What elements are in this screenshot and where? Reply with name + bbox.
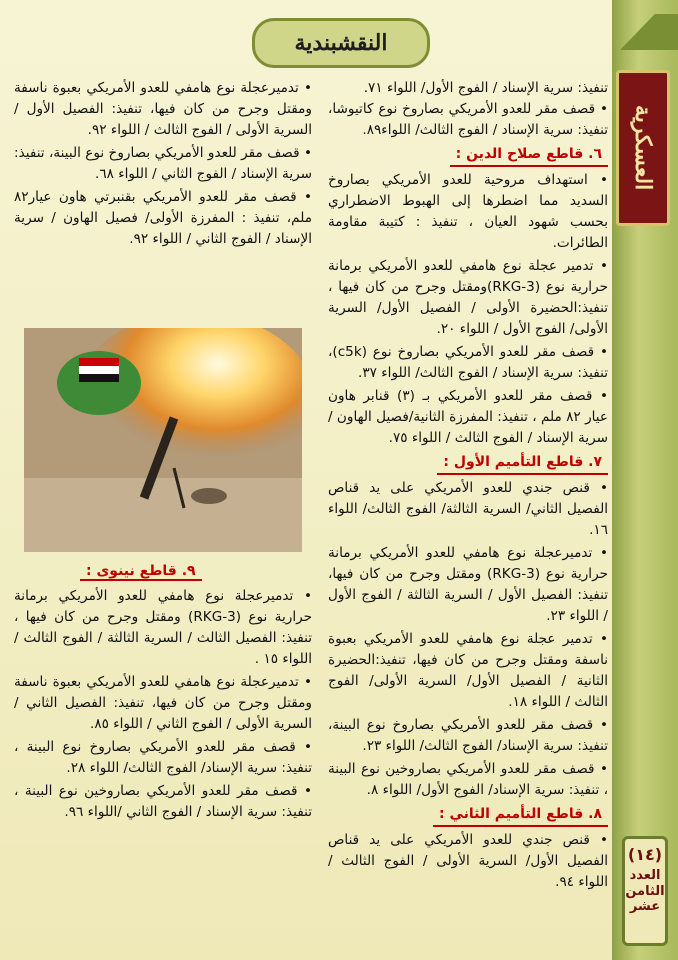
left-column-top [14,78,312,252]
section-heading-6: ٦. قاطع صلاح الدين : [450,144,608,167]
paragraph: تنفيذ: سرية الإسناد / الفوج الأول/ اللواء ٧١. [363,80,608,96]
issue-label-1: العدد [629,868,661,884]
section-heading-9: ٩. قاطع نينوى : [80,563,202,581]
list-item: • قصف مقر للعدو الأمريكي بصاروخ نوع كاتيوشا، تنفيذ: سرية الإسناد / الفوج الثالث/ اللواء٨٩. [328,99,608,141]
list-item: • قصف مقر للعدو الأمريكي بـ (٣) قنابر هاون عيار ٨٢ ملم ، تنفيذ: المفرزة الثانية/فصيل الهاون / سرية الإسناد / الفوج الثالث / اللواء ٧٥. [328,386,608,449]
section-heading-7: ٧. قاطع التأميم الأول : [437,452,608,475]
section-heading-8: ٨. قاطع التأميم الثاني : [433,804,608,827]
list-item: • قصف مقر للعدو الأمريكي بصاروخ نوع البينة، تنفيذ: سرية الإسناد / الفوج الثاني / اللواء ٦٨. [14,143,312,185]
page-number: (١٤) [627,845,663,864]
list-item: • قنص جندي للعدو الأمريكي على يد قناص الفصيل الثاني/ السرية الثالثة/ الفوج الثالث/ اللواء ١٦. [328,478,608,541]
list-item: • قصف مقر للعدو الأمريكي بصاروخ نوع البينة ، تنفيذ: سرية الإسناد/ الفوج الثالث/ اللواء ٢٨. [14,737,312,779]
left-column-bottom [14,586,312,825]
issue-label-3: عشر [629,899,661,915]
list-item: • تدميرعجلة نوع هامفي للعدو الأمريكي برمانة حرارية نوع (RKG-3) ومقتل وجرح من كان فيها، تنفيذ: الفصيل الأول / السرية الثالثة / الفوج الأول / اللواء ٢٣. [328,543,608,627]
right-column [328,78,608,895]
mortar-photo [24,328,302,552]
list-item: • تدميرعجلة نوع هامفي للعدو الأمريكي برمانة حرارية نوع (RKG-3) ومقتل وجرح من كان فيها ، تنفيذ: الفصيل الثالث / السرية الثالثة / الفوج الثالث / اللواء ١٥ . [14,586,312,670]
list-item: • تدميرعجلة نوع هامفي للعدو الأمريكي بعبوة ناسفة ومقتل وجرح من كان فيها، تنفيذ: الفصيل الأول / السرية الأولى / الفوج الثالث / اللواء ٩٢. [14,78,312,141]
list-item: • قصف مقر للعدو الأمريكي بصاروخ نوع (c5k)، تنفيذ: سرية الإسناد / الفوج الثالث/ اللواء ٣٧. [328,342,608,384]
issue-label-2: الثامن [625,883,665,899]
list-item: • قنص جندي للعدو الأمريكي على يد قناص الفصيل الأول/ السرية الأولى / الفوج الثالث / اللواء ٩٤. [328,830,608,893]
side-cap [620,14,678,50]
list-item: • تدمير عجلة نوع هامفي للعدو الأمريكي بعبوة ناسفة ومقتل وجرح من كان فيها، تنفيذ:الحضيرة الثانية / الفصيل الأول/ السرية الأولى/ الفوج الثالث / اللواء ١٨. [328,629,608,713]
list-item: • قصف مقر للعدو الأمريكي بصاروخين نوع البينة ، تنفيذ: سرية الإسناد/ الفوج الأول/ اللواء ٨. [328,759,608,801]
list-item: • قصف مقر للعدو الأمريكي بصاروخين نوع البينة ، تنفيذ: سرية الإسناد / الفوج الثاني /اللواء ٩٦. [14,781,312,823]
list-item: • استهداف مروحية للعدو الأمريكي بصاروخ السديد مما اضطرها إلى الهبوط الاضطراري بحسب شهود العيان ، تنفيذ : كتيبة مقاومة الطائرات. [328,170,608,254]
list-item: • تدميرعجلة نوع هامفي للعدو الأمريكي بعبوة ناسفة ومقتل وجرح من كان فيها، تنفيذ: الفصيل الثاني / السرية الأولى / الفوج الثاني / اللواء ٨٥. [14,672,312,735]
section-band-label: العسكرية [630,105,656,191]
list-item: • قصف مقر للعدو الأمريكي بقنبرتي هاون عيار٨٢ ملم، تنفيذ : المفرزة الأولى/ فصيل الهاون / سرية الإسناد / الفوج الثاني / اللواء ٩٢. [14,187,312,250]
side-strip [612,0,678,960]
list-item: • تدمير عجلة نوع هامفي للعدو الأمريكي برمانة حرارية نوع (RKG-3)ومقتل وجرح من كان فيها ، تنفيذ:الحضيرة الأولى / الفصيل الأول/ السرية الأولى/ الفوج الأول / اللواء ٢٠. [328,256,608,340]
magazine-title: النقشبندية [294,30,388,56]
section-band [616,70,670,226]
magazine-header [252,18,430,68]
issue-badge [622,836,668,946]
list-item: • قصف مقر للعدو الأمريكي بصاروخ نوع البينة، تنفيذ: سرية الإسناد/ الفوج الثالث/ اللواء ٢٣. [328,715,608,757]
